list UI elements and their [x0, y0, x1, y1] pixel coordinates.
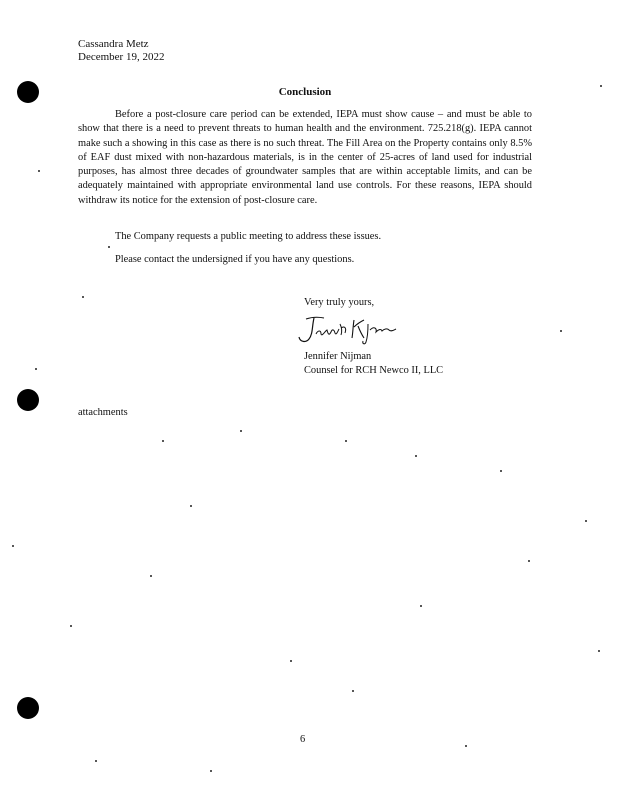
scan-speck: [560, 330, 562, 332]
scan-speck: [12, 545, 14, 547]
scan-speck: [95, 760, 97, 762]
letter-date: December 19, 2022: [78, 51, 165, 63]
scan-speck: [500, 470, 502, 472]
binder-hole-bottom: [17, 697, 39, 719]
scan-speck: [210, 770, 212, 772]
signer-title: Counsel for RCH Newco II, LLC: [304, 364, 444, 376]
letter-header: [78, 38, 164, 64]
section-heading: Conclusion: [278, 86, 332, 98]
binder-hole-middle: [17, 389, 39, 411]
scan-speck: [345, 440, 347, 442]
recipient-name: Cassandra Metz: [78, 38, 149, 50]
scan-speck: [465, 745, 467, 747]
scan-speck: [420, 605, 422, 607]
scan-speck: [150, 575, 152, 577]
scan-speck: [598, 650, 600, 652]
scan-speck: [290, 660, 292, 662]
scan-speck: [162, 440, 164, 442]
meeting-request-paragraph: The Company requests a public meeting to address these issues.: [115, 231, 382, 242]
scan-speck: [35, 368, 37, 370]
scan-speck: [38, 170, 40, 172]
scan-speck: [70, 625, 72, 627]
closing-salutation: Very truly yours,: [304, 297, 375, 308]
scan-speck: [415, 455, 417, 457]
scan-speck: [240, 430, 242, 432]
page-number: 6: [300, 734, 306, 745]
scan-speck: [190, 505, 192, 507]
signer-block: [304, 350, 443, 377]
scan-speck: [108, 246, 110, 248]
conclusion-paragraph: Before a post-closure care period can be extended, IEPA must show cause – and must be able to show that there is a need to prevent threats to human health and the environment. 725.218(g). IEPA cannot make such a showing in this case as there is no such threat. The Fill Area on the Property contains only 8.5% of EAF dust mixed with non-hazardous materials, is in the center of 25-acres of land used for industrial purposes, has almost three decades of groundwater samples that are within acceptable limits, and can be adequately maintained with appropriate environmental land use controls. For these reasons, IEPA should withdraw its notice for the extension of post-closure care.: [78, 109, 532, 206]
handwritten-signature: [292, 312, 402, 346]
scan-speck: [585, 520, 587, 522]
scan-speck: [528, 560, 530, 562]
signer-name: Jennifer Nijman: [304, 351, 372, 362]
contact-paragraph: Please contact the undersigned if you have any questions.: [115, 254, 355, 265]
enclosure-notation: attachments: [78, 407, 128, 418]
scan-speck: [352, 690, 354, 692]
scan-speck: [82, 296, 84, 298]
